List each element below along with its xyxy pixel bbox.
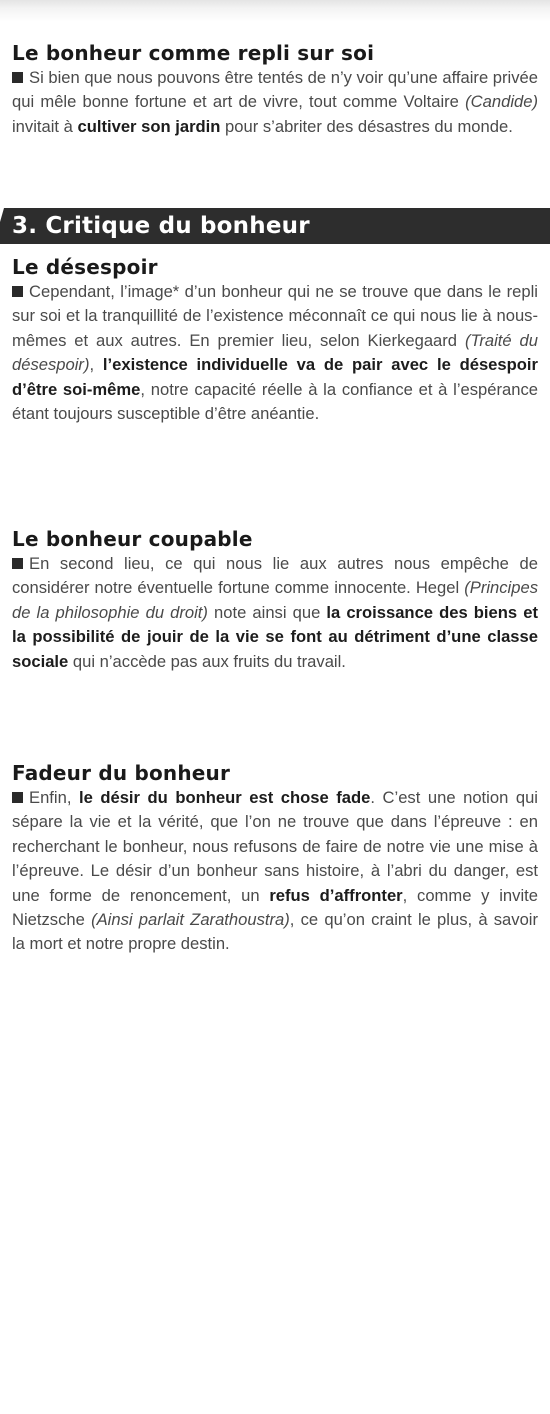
key-phrase: la croissance des biens et la possibilité de jouir de la vie se font au détriment d’une classe sociale — [12, 602, 538, 671]
heading-bonheur-coupable: Le bonheur coupable — [12, 527, 253, 551]
paragraph-fadeur-du-bonheur: Enfin, le désir du bonheur est chose fade. C’est une notion qui sépare la vie et la vérité, que l’on ne trouve que dans l’épreuve : en recherchant le bonheur, nous refusons de faire de notre vie une mise à l’épreuve. Le désir d’un bonheur sans histoire, à l’abri du danger, est une forme de renoncement, un refus d’affronter, comme y invite Nietzsche (Ainsi parlait Zarathoustra), ce qu’on craint le plus, à savoir la mort et notre propre destin. — [12, 788, 539, 954]
paragraph-repli-sur-soi: Si bien que nous pouvons être tentés de n’y voir qu’une affaire privée qui mêle bonne fortune et art de vivre, tout comme Voltaire (Candide) invitait à cultiver son jardin pour s’abriter des désastres du monde. — [12, 68, 538, 136]
key-phrase: cultiver son jardin — [77, 116, 221, 136]
work-title: (Principes de la philosophie du droit) — [12, 578, 538, 622]
section-repli-sur-soi — [12, 40, 538, 139]
heading-fadeur-du-bonheur: Fadeur du bonheur — [12, 761, 231, 785]
key-phrase: le désir du bonheur est chose fade — [78, 788, 371, 807]
heading-repli-sur-soi: Le bonheur comme repli sur soi — [12, 41, 375, 65]
bullet-square-icon — [12, 72, 23, 83]
work-title: (Ainsi parlait Zarathoustra) — [91, 910, 290, 930]
bullet-square-icon — [12, 286, 23, 297]
paragraph-bonheur-coupable: En second lieu, ce qui nous lie aux autres nous empêche de considérer notre éventuelle fortune comme innocente. Hegel (Principes de la philosophie du droit) note ainsi que la croissance des biens et la possibilité de jouir de la vie se font au détriment d’une classe sociale qui n’accède pas aux fruits du travail. — [12, 554, 538, 671]
key-phrase: l’existence individuelle va de pair avec le désespoir d’être soi-même — [12, 355, 538, 399]
work-title: (Candide) — [465, 92, 538, 112]
section-bonheur-coupable — [12, 526, 538, 674]
heading-desespoir: Le désespoir — [12, 255, 158, 279]
section-fadeur-du-bonheur — [12, 760, 538, 957]
paragraph-desespoir: Cependant, l’image* d’un bonheur qui ne se trouve que dans le repli sur soi et la tranquillité de l’existence méconnaît ce qui nous lie à nous-mêmes et aux autres. En premier lieu, selon Kierkegaard (Traité du désespoir), l’existence individuelle va de pair avec le désespoir d’être soi-même, notre capacité réelle à la confiance et à l’espérance étant toujours susceptible d’être anéantie. — [12, 282, 539, 424]
bullet-square-icon — [12, 558, 23, 569]
bullet-square-icon — [12, 792, 23, 803]
section-desespoir — [12, 254, 538, 426]
key-phrase: refus d’affronter — [269, 885, 403, 905]
section-title: 3. Critique du bonheur — [12, 213, 310, 239]
work-title: (Traité du désespoir) — [12, 330, 539, 375]
